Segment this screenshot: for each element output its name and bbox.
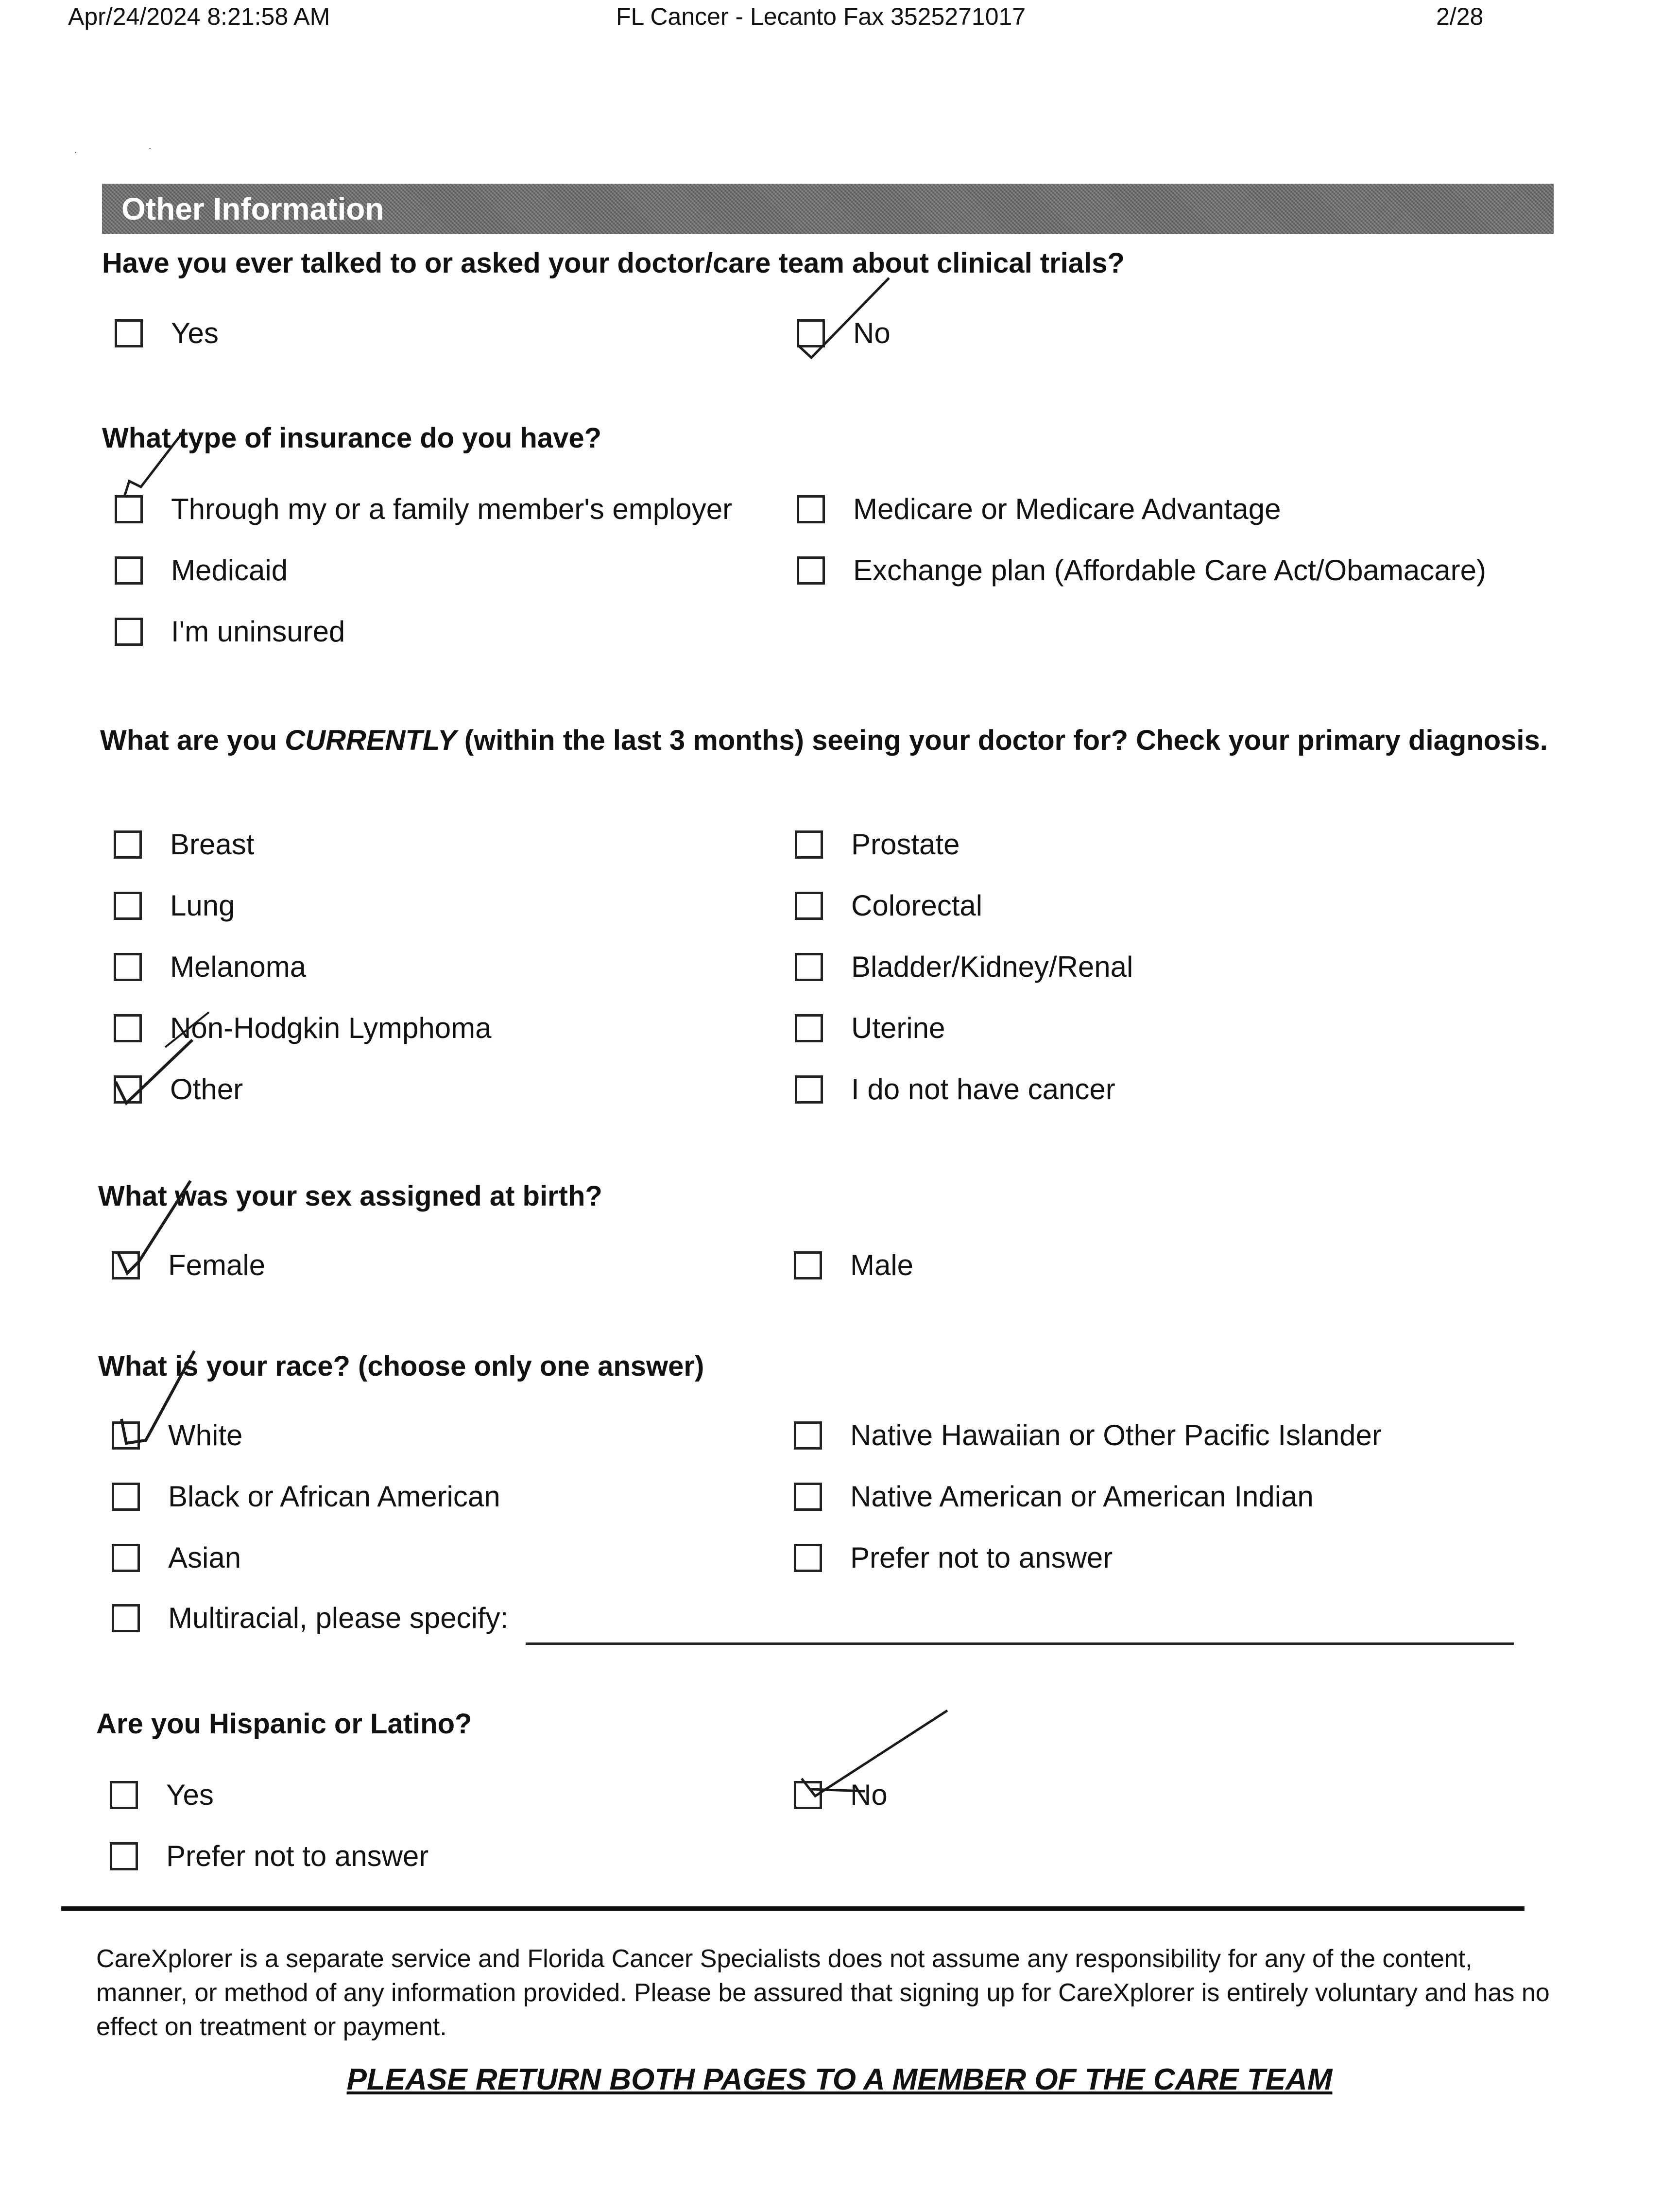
hispanic-question: Are you Hispanic or Latino? (96, 1708, 472, 1740)
race-prefer-not-option[interactable] (794, 1538, 1113, 1577)
diagnosis-melanoma-option[interactable] (114, 948, 306, 986)
diagnosis-uterine-checkbox[interactable] (795, 1014, 823, 1042)
diagnosis-question (100, 722, 1548, 759)
hispanic-no-option[interactable] (794, 1776, 888, 1815)
sex-male-label: Male (850, 1249, 914, 1281)
diagnosis-no-cancer-option[interactable] (795, 1070, 1115, 1109)
insurance-employer-option[interactable] (115, 490, 732, 529)
sex-female-checkbox[interactable] (112, 1251, 140, 1279)
insurance-uninsured-checkbox[interactable] (115, 618, 143, 646)
diagnosis-bladder-option[interactable] (795, 948, 1133, 986)
fax-timestamp: Apr/24/2024 8:21:58 AM (68, 3, 330, 30)
race-multiracial-checkbox[interactable] (112, 1604, 140, 1632)
race-black-label: Black or African American (168, 1480, 500, 1513)
race-asian-checkbox[interactable] (112, 1544, 140, 1572)
diagnosis-breast-option[interactable] (114, 825, 254, 864)
insurance-exchange-option[interactable] (797, 551, 1486, 590)
sex-female-label: Female (168, 1249, 266, 1281)
race-black-option[interactable] (112, 1477, 500, 1516)
insurance-medicaid-checkbox[interactable] (115, 556, 143, 585)
diagnosis-question-emphasis: CURRENTLY (285, 725, 457, 756)
scan-speck: · (74, 146, 78, 158)
diagnosis-other-option[interactable] (114, 1070, 243, 1109)
diagnosis-no-cancer-label: I do not have cancer (851, 1073, 1115, 1106)
race-multiracial-option[interactable] (112, 1599, 508, 1638)
insurance-medicaid-option[interactable] (115, 551, 288, 590)
diagnosis-colorectal-label: Colorectal (851, 889, 983, 922)
sex-female-option[interactable] (112, 1246, 265, 1285)
hispanic-yes-checkbox[interactable] (110, 1781, 138, 1809)
sex-male-option[interactable] (794, 1246, 913, 1285)
hispanic-no-checkbox[interactable] (794, 1781, 822, 1809)
race-native-american-option[interactable] (794, 1477, 1314, 1516)
insurance-medicaid-label: Medicaid (171, 554, 288, 587)
diagnosis-question-end: (within the last 3 months) seeing your doctor for? Check your primary diagnosis. (456, 725, 1548, 756)
insurance-exchange-checkbox[interactable] (797, 556, 825, 585)
diagnosis-prostate-label: Prostate (851, 828, 960, 861)
clinical-trials-no-option[interactable] (797, 314, 891, 353)
race-white-checkbox[interactable] (112, 1421, 140, 1450)
hispanic-yes-label: Yes (166, 1779, 214, 1811)
race-white-label: White (168, 1419, 243, 1452)
insurance-exchange-label: Exchange plan (Affordable Care Act/Obamacare) (853, 554, 1486, 587)
hispanic-yes-option[interactable] (110, 1776, 214, 1815)
section-banner (102, 184, 1554, 234)
diagnosis-lymphoma-option[interactable] (114, 1009, 491, 1048)
diagnosis-other-checkbox[interactable] (114, 1075, 142, 1104)
insurance-medicare-option[interactable] (797, 490, 1281, 529)
race-white-option[interactable] (112, 1416, 242, 1455)
clinical-trials-yes-label: Yes (171, 317, 219, 349)
clinical-trials-yes-option[interactable] (115, 314, 219, 353)
race-hawaiian-option[interactable] (794, 1416, 1382, 1455)
diagnosis-lung-option[interactable] (114, 886, 235, 925)
hispanic-prefer-not-checkbox[interactable] (110, 1842, 138, 1870)
diagnosis-colorectal-option[interactable] (795, 886, 982, 925)
clinical-trials-question: Have you ever talked to or asked your doctor/care team about clinical trials? (102, 247, 1125, 279)
insurance-employer-checkbox[interactable] (115, 495, 143, 523)
insurance-employer-label: Through my or a family member's employer (171, 493, 733, 525)
footer-disclaimer: CareXplorer is a separate service and Florida Cancer Specialists does not assume any responsibility for any of the content, manner, or method of any information provided. Please be assured that signing up for CareXplorer is entirely voluntary and has no effect on treatment or payment. (96, 1945, 1550, 2041)
diagnosis-breast-label: Breast (170, 828, 255, 861)
hispanic-prefer-not-label: Prefer not to answer (166, 1840, 429, 1872)
diagnosis-breast-checkbox[interactable] (114, 830, 142, 859)
race-black-checkbox[interactable] (112, 1483, 140, 1511)
race-multiracial-specify-line[interactable] (526, 1642, 1514, 1645)
diagnosis-melanoma-checkbox[interactable] (114, 953, 142, 981)
insurance-uninsured-option[interactable] (115, 612, 345, 651)
race-hawaiian-label: Native Hawaiian or Other Pacific Islander (850, 1419, 1382, 1452)
diagnosis-bladder-label: Bladder/Kidney/Renal (851, 950, 1133, 983)
insurance-medicare-label: Medicare or Medicare Advantage (853, 493, 1281, 525)
footer-divider (61, 1906, 1525, 1911)
diagnosis-uterine-label: Uterine (851, 1012, 945, 1044)
race-prefer-not-checkbox[interactable] (794, 1544, 822, 1572)
hispanic-prefer-not-option[interactable] (110, 1837, 428, 1876)
diagnosis-lung-checkbox[interactable] (114, 892, 142, 920)
sex-male-checkbox[interactable] (794, 1251, 822, 1279)
race-native-american-checkbox[interactable] (794, 1483, 822, 1511)
insurance-medicare-checkbox[interactable] (797, 495, 825, 523)
race-asian-option[interactable] (112, 1538, 241, 1577)
race-hawaiian-checkbox[interactable] (794, 1421, 822, 1450)
diagnosis-prostate-option[interactable] (795, 825, 959, 864)
race-multiracial-label: Multiracial, please specify: (168, 1602, 509, 1634)
diagnosis-question-start: What are you (100, 725, 285, 756)
section-title: Other Information (121, 191, 384, 226)
race-question: What is your race? (choose only one answer) (98, 1350, 704, 1382)
diagnosis-uterine-option[interactable] (795, 1009, 945, 1048)
fax-sender: FL Cancer - Lecanto Fax 3525271017 (616, 3, 1026, 30)
race-native-american-label: Native American or American Indian (850, 1480, 1314, 1513)
insurance-question: What type of insurance do you have? (102, 422, 602, 454)
insurance-uninsured-label: I'm uninsured (171, 615, 345, 648)
diagnosis-melanoma-label: Melanoma (170, 950, 307, 983)
diagnosis-lymphoma-checkbox[interactable] (114, 1014, 142, 1042)
diagnosis-colorectal-checkbox[interactable] (795, 892, 823, 920)
hispanic-no-label: No (850, 1779, 888, 1811)
scan-speck: · (148, 142, 152, 154)
fax-page-number: 2/28 (1436, 3, 1484, 30)
diagnosis-prostate-checkbox[interactable] (795, 830, 823, 859)
return-notice: PLEASE RETURN BOTH PAGES TO A MEMBER OF THE CARE TEAM (346, 2063, 1333, 2096)
clinical-trials-no-checkbox[interactable] (797, 319, 825, 347)
sex-question: What was your sex assigned at birth? (98, 1180, 602, 1212)
race-asian-label: Asian (168, 1541, 241, 1574)
clinical-trials-yes-checkbox[interactable] (115, 319, 143, 347)
race-prefer-not-label: Prefer not to answer (850, 1541, 1113, 1574)
clinical-trials-no-label: No (853, 317, 891, 349)
diagnosis-lung-label: Lung (170, 889, 235, 922)
diagnosis-lymphoma-label: Non-Hodgkin Lymphoma (170, 1012, 492, 1044)
diagnosis-bladder-checkbox[interactable] (795, 953, 823, 981)
diagnosis-no-cancer-checkbox[interactable] (795, 1075, 823, 1104)
diagnosis-other-label: Other (170, 1073, 243, 1106)
